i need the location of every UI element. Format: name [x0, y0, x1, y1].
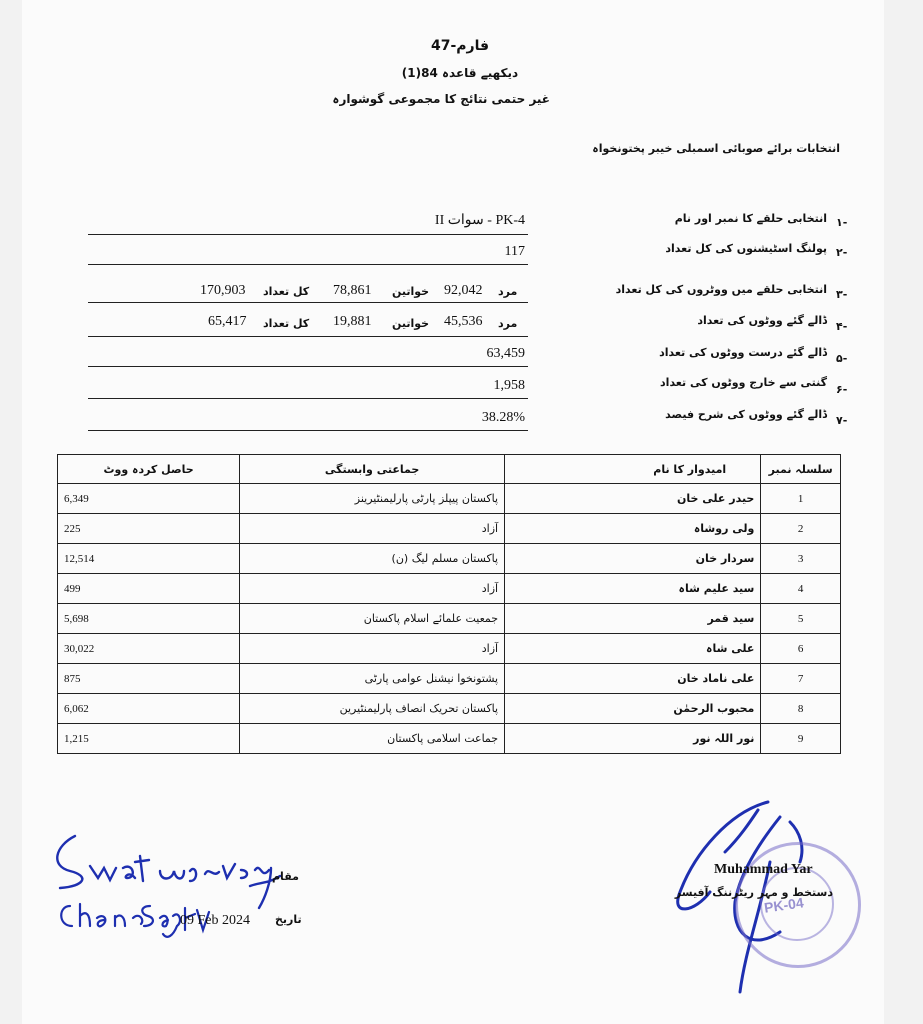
summary-rule-5 — [88, 366, 528, 367]
place-text: Swat university Chena Sagh — [45, 950, 158, 959]
place-handwritten-signature — [45, 826, 295, 946]
party-cell: پاکستان پیپلز پارٹی پارلیمنٹیرینز — [240, 484, 505, 514]
cast-total-value: 65,417 — [208, 314, 247, 329]
votes-cell: 225 — [58, 514, 240, 544]
serial-cell: 8 — [761, 694, 841, 724]
voters-men-value: 92,042 — [444, 283, 483, 298]
serial-cell: 5 — [761, 604, 841, 634]
table-row — [58, 694, 841, 724]
summary-rule-2 — [88, 264, 528, 265]
votes-cell: 12,514 — [58, 544, 240, 574]
rejected-votes-value: 1,958 — [493, 378, 525, 393]
table-row — [58, 664, 841, 694]
summary-num-1: ۱- — [836, 216, 848, 229]
summary-rule-6 — [88, 398, 528, 399]
summary-num-5: ۵- — [836, 352, 848, 365]
cast-men-label: مرد — [498, 317, 518, 330]
candidate-name-cell: محبوب الرحمٰن — [505, 694, 761, 724]
summary-num-4: ۴- — [836, 320, 848, 333]
table-row — [58, 484, 841, 514]
votes-cell: 6,349 — [58, 484, 240, 514]
summary-num-7: ۷- — [836, 414, 848, 427]
candidate-name-cell: نور اللہ نور — [505, 724, 761, 754]
summary-label-7: ڈالے گئے ووٹوں کی شرح فیصد — [665, 408, 827, 421]
candidate-name-cell: ولی روشاہ — [505, 514, 761, 544]
votes-cell: 875 — [58, 664, 240, 694]
form-title: فارم-47 — [430, 38, 490, 54]
cast-total-label: کل تعداد — [263, 317, 310, 330]
serial-cell: 2 — [761, 514, 841, 544]
header-serial: سلسلہ نمبر — [761, 455, 841, 484]
table-row — [58, 574, 841, 604]
summary-label-6: گنتی سے خارج ووٹوں کی تعداد — [660, 376, 827, 389]
serial-cell: 3 — [761, 544, 841, 574]
cast-women-value: 19,881 — [333, 314, 372, 329]
party-cell: آزاد — [240, 634, 505, 664]
votes-cell: 6,062 — [58, 694, 240, 724]
header-votes: حاصل کردہ ووٹ — [58, 455, 240, 484]
summary-label-4: ڈالے گئے ووٹوں کی تعداد — [697, 314, 827, 327]
votes-cell: 30,022 — [58, 634, 240, 664]
serial-cell: 1 — [761, 484, 841, 514]
header-name: امیدوار کا نام — [505, 455, 761, 484]
summary-rule-7 — [88, 430, 528, 431]
summary-rule-4 — [88, 336, 528, 337]
officer-name: Muhammad Yar — [714, 862, 813, 877]
header-party: جماعتی وابستگی — [240, 455, 505, 484]
table-header-row — [58, 455, 841, 484]
serial-cell: 4 — [761, 574, 841, 604]
summary-num-2: ۲- — [836, 246, 848, 259]
valid-votes-value: 63,459 — [486, 346, 525, 361]
serial-cell: 9 — [761, 724, 841, 754]
table-row — [58, 604, 841, 634]
votes-cell: 1,215 — [58, 724, 240, 754]
summary-label-5: ڈالے گئے درست ووٹوں کی تعداد — [659, 346, 827, 359]
party-cell: آزاد — [240, 514, 505, 544]
serial-cell: 7 — [761, 664, 841, 694]
summary-num-6: ۶- — [836, 383, 848, 396]
officer-label: دستخط و مہر ریٹرننگ آفیسر — [674, 886, 833, 899]
voters-men-label: مرد — [498, 285, 518, 298]
cast-women-label: خواتین — [392, 317, 430, 330]
voters-women-value: 78,861 — [333, 283, 372, 298]
document-title: غیر حتمی نتائج کا مجموعی گوشوارہ — [332, 92, 550, 106]
candidate-name-cell: علی شاہ — [505, 634, 761, 664]
candidate-name-cell: حیدر علی خان — [505, 484, 761, 514]
voters-total-label: کل تعداد — [263, 285, 310, 298]
summary-label-2: پولنگ اسٹیشنوں کی کل تعداد — [665, 242, 827, 255]
summary-num-3: ۳- — [836, 288, 848, 301]
party-cell: جماعت اسلامی پاکستان — [240, 724, 505, 754]
table-row — [58, 544, 841, 574]
serial-cell: 6 — [761, 634, 841, 664]
table-row — [58, 724, 841, 754]
turnout-value: 38.28% — [481, 410, 525, 425]
party-cell: آزاد — [240, 574, 505, 604]
place-label: مقام — [272, 870, 299, 883]
cast-men-value: 45,536 — [444, 314, 483, 329]
candidate-name-cell: سید علیم شاہ — [505, 574, 761, 604]
date-value: 09 Feb 2024 — [180, 913, 250, 928]
votes-cell: 5,698 — [58, 604, 240, 634]
table-row — [58, 514, 841, 544]
rule-reference: دیکھیے قاعدہ 84(1) — [401, 66, 519, 80]
party-cell: پشتونخوا نیشنل عوامی پارٹی — [240, 664, 505, 694]
summary-rule-1 — [88, 234, 528, 235]
date-label: تاریخ — [275, 913, 302, 926]
votes-cell: 499 — [58, 574, 240, 604]
summary-rule-3 — [88, 302, 528, 303]
candidate-name-cell: سید قمر — [505, 604, 761, 634]
results-table — [57, 454, 841, 754]
table-row — [58, 634, 841, 664]
candidate-name-cell: علی ناماد خان — [505, 664, 761, 694]
stamp-text: PK-04 — [763, 894, 805, 916]
constituency-value: PK-4 - سوات II — [434, 213, 525, 228]
polling-stations-value: 117 — [504, 244, 525, 259]
voters-women-label: خواتین — [392, 285, 430, 298]
election-for: انتخابات برائے صوبائی اسمبلی خیبر پختونخواہ — [592, 142, 840, 155]
summary-label-1: انتخابی حلقے کا نمبر اور نام — [674, 212, 827, 225]
candidate-name-cell: سردار خان — [505, 544, 761, 574]
party-cell: پاکستان تحریک انصاف پارلیمنٹیرین — [240, 694, 505, 724]
voters-total-value: 170,903 — [200, 283, 246, 298]
summary-label-3: انتخابی حلقے میں ووٹروں کی کل تعداد — [615, 283, 827, 296]
party-cell: پاکستان مسلم لیگ (ن) — [240, 544, 505, 574]
returning-officer-stamp — [735, 842, 861, 968]
party-cell: جمعیت علمائے اسلام پاکستان — [240, 604, 505, 634]
